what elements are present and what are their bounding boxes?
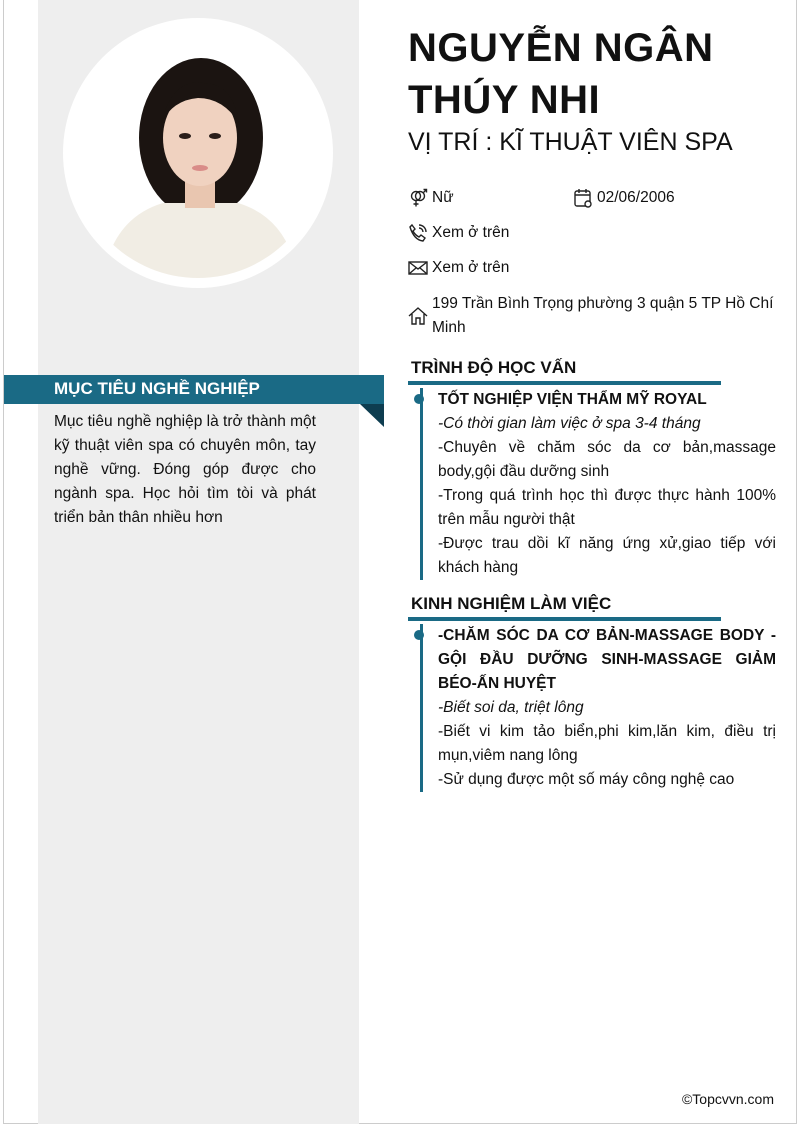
full-name: NGUYỄN NGÂN THÚY NHI	[408, 26, 714, 122]
section-divider	[408, 381, 721, 385]
section-divider	[408, 617, 721, 621]
experience-entry: -CHĂM SÓC DA CƠ BẢN-MASSAGE BODY -GỘI ĐẦU DƯỠNG SINH-MASSAGE GIẢM BÉO-ẤN HUYỆT -Biết soi da, triệt lông -Biết vi kim tảo biển,phi kim,lăn kim, điều trị mụn,viêm nang lông -Sử dụng được một số máy công nghệ cao	[420, 624, 776, 792]
copyright: ©Topcvvn.com	[681, 1091, 774, 1107]
education-entry: TỐT NGHIỆP VIỆN THẨM MỸ ROYAL -Có thời gian làm việc ở spa 3-4 tháng -Chuyên về chăm sóc da cơ bản,massage body,gội đầu dưỡng sinh -Trong quá trình học thì được thực hành 100% trên mẫu người thật -Được trau dồi kĩ năng ứng xử,giao tiếp với khách hàng	[420, 388, 776, 580]
gender-icon	[408, 188, 428, 208]
objective-text: Mục tiêu nghề nghiệp là trở thành một kỹ thuật viên spa có chuyên môn, tay nghề vững. Đóng góp được cho ngành spa. Học hỏi tìm tòi và phát triển bản thân nhiều hơn	[54, 413, 316, 526]
objective-heading: MỤC TIÊU NGHỀ NGHIỆP	[4, 375, 384, 404]
calendar-icon	[573, 188, 593, 208]
email-info: Xem ở trên	[408, 258, 509, 278]
home-icon	[408, 306, 428, 326]
phone-info: Xem ở trên	[408, 223, 509, 243]
profile-photo	[63, 18, 333, 288]
gender-info: Nữ	[408, 188, 454, 208]
job-position: VỊ TRÍ : KĨ THUẬT VIÊN SPA	[408, 128, 733, 156]
dob-info: 02/06/2006	[573, 188, 675, 208]
ribbon-fold	[360, 404, 384, 427]
phone-icon	[408, 223, 428, 243]
bullet-icon	[414, 394, 424, 404]
education-heading: TRÌNH ĐỘ HỌC VẤN	[411, 358, 577, 377]
address-info: 199 Trần Bình Trọng phường 3 quận 5 TP Hồ Chí Minh	[408, 292, 778, 340]
mail-icon	[408, 258, 428, 278]
bullet-icon	[414, 630, 424, 640]
experience-heading: KINH NGHIỆM LÀM VIỆC	[411, 594, 612, 613]
